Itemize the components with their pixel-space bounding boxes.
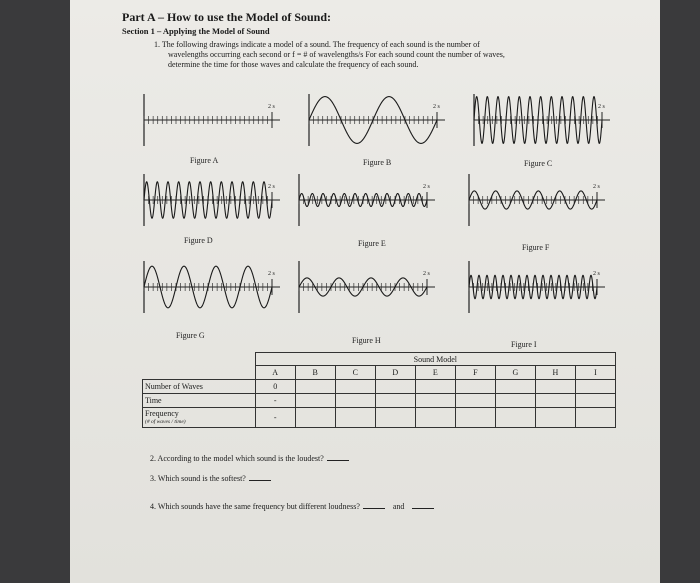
- figure-g-label: Figure G: [176, 331, 205, 340]
- figure-b-label: Figure B: [363, 158, 392, 167]
- frequency-label: Frequency: [145, 409, 179, 418]
- figure-b-wave: [305, 88, 455, 152]
- cell-b-frequency[interactable]: [295, 408, 335, 428]
- figure-f-wave: [465, 168, 615, 232]
- question-4: [150, 502, 434, 511]
- page-title: Part A – How to use the Model of Sound:: [122, 10, 332, 24]
- time-mark-label: 2 s: [593, 271, 600, 277]
- answer-blank-4b[interactable]: [412, 508, 434, 509]
- instruction-line-2: wavelengths occurring each second or f = # of wavelengths/s For each sound count the number of waves,: [168, 50, 505, 59]
- figure-a-label: Figure A: [190, 156, 219, 165]
- cell-h-time[interactable]: [535, 394, 575, 408]
- figure-c-wave: [470, 88, 620, 152]
- figure-a-wave: [140, 88, 290, 152]
- col-f: F: [455, 366, 495, 380]
- time-mark-label: 2 s: [423, 271, 430, 277]
- cell-i-waves[interactable]: [575, 380, 615, 394]
- cell-e-waves[interactable]: [415, 380, 455, 394]
- cell-a-frequency[interactable]: -: [255, 408, 295, 428]
- cell-f-waves[interactable]: [455, 380, 495, 394]
- cell-h-waves[interactable]: [535, 380, 575, 394]
- cell-d-waves[interactable]: [375, 380, 415, 394]
- cell-b-time[interactable]: [295, 394, 335, 408]
- cell-c-frequency[interactable]: [335, 408, 375, 428]
- figure-c-label: Figure C: [524, 159, 553, 168]
- figure-d-wave: [140, 168, 290, 232]
- question-3-text: 3. Which sound is the softest?: [150, 474, 246, 483]
- col-b: B: [295, 366, 335, 380]
- cell-e-time[interactable]: [415, 394, 455, 408]
- instruction-line-1: 1. The following drawings indicate a model of a sound. The frequency of each sound is the number of: [154, 40, 480, 49]
- question-2: [150, 454, 349, 463]
- row-label-frequency: [143, 408, 256, 428]
- col-h: H: [535, 366, 575, 380]
- col-c: C: [335, 366, 375, 380]
- cell-d-frequency[interactable]: [375, 408, 415, 428]
- col-e: E: [415, 366, 455, 380]
- figure-d-label: Figure D: [184, 236, 213, 245]
- table-row: [143, 408, 616, 428]
- cell-g-time[interactable]: [495, 394, 535, 408]
- col-i: I: [575, 366, 615, 380]
- figure-h-label: Figure H: [352, 336, 381, 345]
- cell-i-frequency[interactable]: [575, 408, 615, 428]
- figure-e-label: Figure E: [358, 239, 386, 248]
- time-mark-label: 2 s: [433, 104, 440, 110]
- row-label-time: Time: [143, 394, 256, 408]
- question-4-text: 4. Which sounds have the same frequency but different loudness?: [150, 502, 360, 511]
- cell-h-frequency[interactable]: [535, 408, 575, 428]
- question-2-text: 2. According to the model which sound is the loudest?: [150, 454, 324, 463]
- table-row: [143, 394, 616, 408]
- question-4-and: and: [392, 502, 405, 511]
- time-mark-label: 2 s: [593, 184, 600, 190]
- cell-c-time[interactable]: [335, 394, 375, 408]
- cell-i-time[interactable]: [575, 394, 615, 408]
- col-a: A: [255, 366, 295, 380]
- figure-i-wave: [465, 255, 615, 319]
- section-heading: Section 1 – Applying the Model of Sound: [122, 26, 270, 36]
- col-d: D: [375, 366, 415, 380]
- cell-g-frequency[interactable]: [495, 408, 535, 428]
- figure-h-wave: [295, 255, 445, 319]
- cell-e-frequency[interactable]: [415, 408, 455, 428]
- cell-c-waves[interactable]: [335, 380, 375, 394]
- time-mark-label: 2 s: [598, 104, 605, 110]
- cell-f-time[interactable]: [455, 394, 495, 408]
- answer-blank-3[interactable]: [249, 480, 271, 481]
- row-label-waves: Number of Waves: [143, 380, 256, 394]
- time-mark-label: 2 s: [268, 184, 275, 190]
- cell-g-waves[interactable]: [495, 380, 535, 394]
- table-group-header: Sound Model: [255, 353, 615, 366]
- frequency-sublabel: (# of waves / time): [145, 419, 186, 425]
- cell-a-waves[interactable]: 0: [255, 380, 295, 394]
- figure-f-label: Figure F: [522, 243, 550, 252]
- question-3: [150, 474, 271, 483]
- sound-model-table: [142, 352, 616, 428]
- time-mark-label: 2 s: [268, 104, 275, 110]
- figure-e-wave: [295, 168, 445, 232]
- answer-blank-4a[interactable]: [363, 508, 385, 509]
- time-mark-label: 2 s: [268, 271, 275, 277]
- figure-i-label: Figure I: [511, 340, 537, 349]
- table-row: [143, 380, 616, 394]
- answer-blank-2[interactable]: [327, 460, 349, 461]
- figure-g-wave: [140, 255, 290, 319]
- col-g: G: [495, 366, 535, 380]
- instruction-line-3: determine the time for those waves and calculate the frequency of each sound.: [168, 60, 419, 69]
- time-mark-label: 2 s: [423, 184, 430, 190]
- instructions: [154, 40, 614, 70]
- cell-d-time[interactable]: [375, 394, 415, 408]
- cell-b-waves[interactable]: [295, 380, 335, 394]
- cell-f-frequency[interactable]: [455, 408, 495, 428]
- cell-a-time[interactable]: -: [255, 394, 295, 408]
